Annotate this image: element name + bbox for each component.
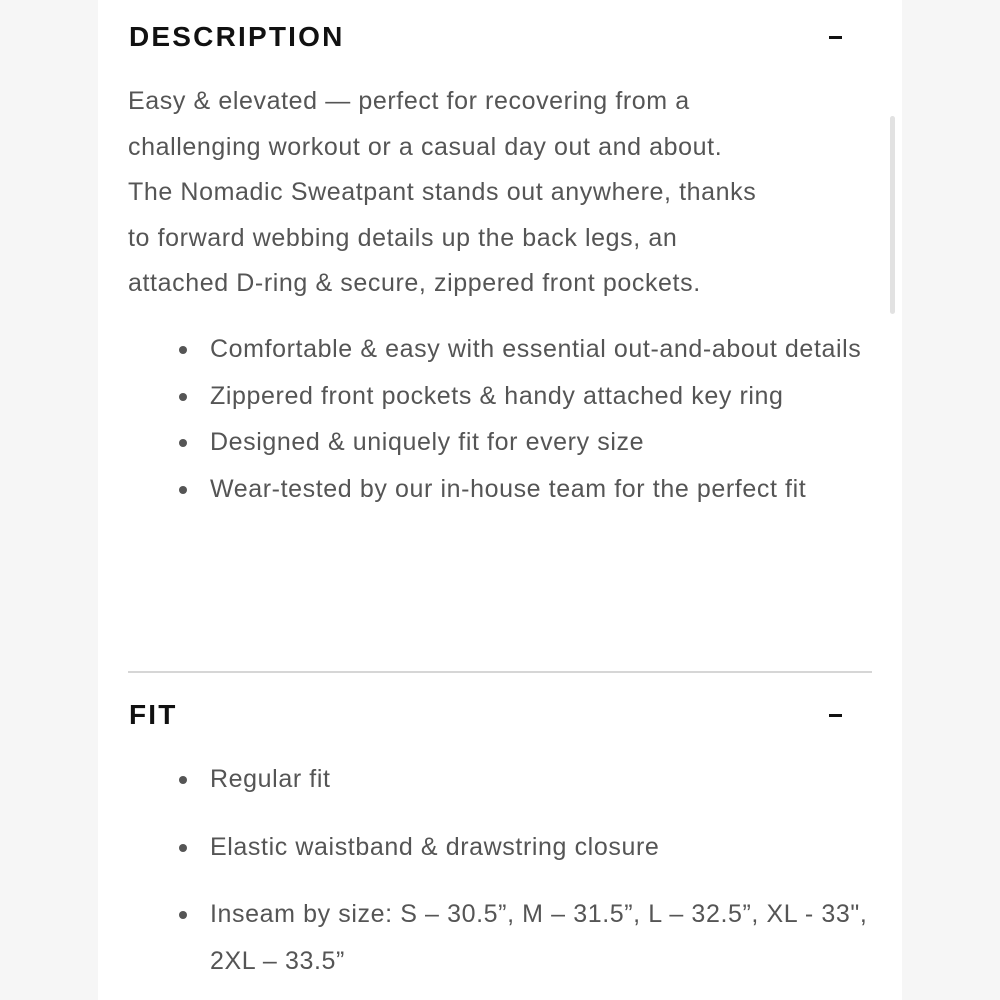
description-title: DESCRIPTION [129,21,345,52]
bullet-text: Elastic waistband & drawstring closure [210,832,660,861]
bullet-icon [179,393,187,401]
bullet-text: Comfortable & easy with essential out-and-about details [210,335,862,363]
list-item [128,419,872,466]
list-item [128,891,872,984]
bullet-text: Designed & uniquely fit for every size [210,428,645,456]
list-item [128,326,872,373]
bullet-icon [179,776,187,784]
fit-bullet-list [128,756,872,1000]
list-item [128,466,872,513]
description-accordion-header[interactable] [128,17,872,57]
list-item [128,373,872,420]
bullet-text: Wear-tested by our in-house team for the perfect fit [210,474,807,503]
bullet-text: Regular fit [210,765,331,793]
minus-icon[interactable] [824,25,848,49]
description-text: Easy & elevated — perfect for recovering from a challenging workout or a casual day out and about. The Nomadic Sweatpant stands out anywhere, thanks to forward webbing details up the back legs, an attached D-ring & secure, zippered front pockets. [128,87,757,297]
minus-icon[interactable] [824,703,848,727]
scrollbar[interactable] [890,116,895,314]
description-bullet-list [128,326,872,512]
fit-title: FIT [129,699,178,730]
bullet-text: Inseam by size: S – 30.5”, M – 31.5”, L – 32.5”, XL - 33", 2XL – 33.5” [210,900,868,975]
fit-accordion-header[interactable] [128,695,872,735]
list-item [128,756,872,803]
bullet-icon [179,346,187,354]
list-item [128,824,872,871]
bullet-icon [179,439,187,447]
bullet-icon [179,911,187,919]
bullet-icon [179,844,187,852]
bullet-icon [179,486,187,494]
bullet-text: Zippered front pockets & handy attached key ring [210,381,784,410]
section-divider [128,671,872,673]
